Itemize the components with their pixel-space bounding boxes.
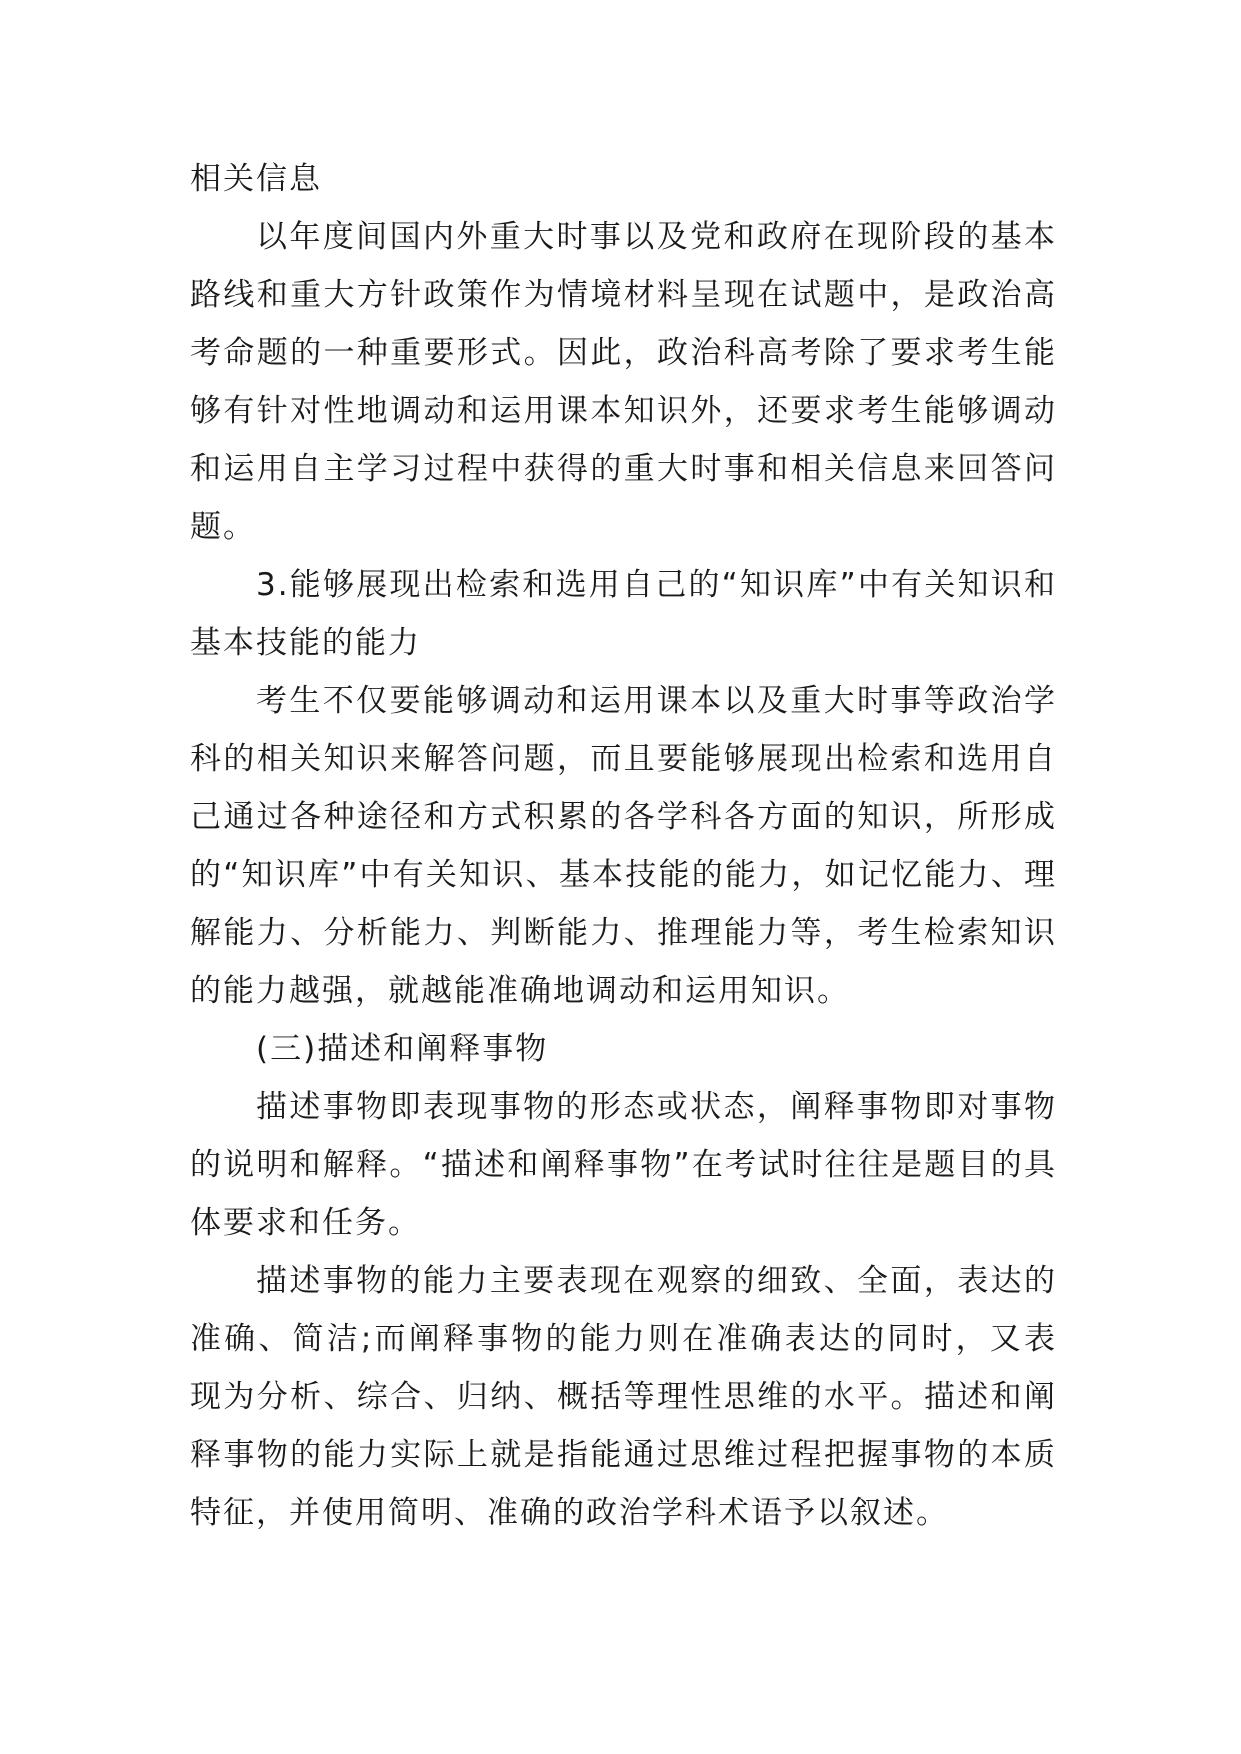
document-body [190, 150, 1057, 1542]
paragraph-continuation: 相关信息 [190, 161, 322, 197]
paragraph: 描述事物即表现事物的形态或状态，阐释事物即对事物的说明和解释。“描述和阐释事物”在考试时往往是题目的具体要求和任务。 [190, 1089, 1057, 1241]
paragraph: 以年度间国内外重大时事以及党和政府在现阶段的基本路线和重大方针政策作为情境材料呈现在试题中，是政治高考命题的一种重要形式。因此，政治科高考除了要求考生能够有针对性地调动和运用课本知识外，还要求考生能够调动和运用自主学习过程中获得的重大时事和相关信息来回答问题。 [190, 219, 1057, 545]
section-heading: (三)描述和阐释事物 [256, 1031, 549, 1067]
paragraph: 考生不仅要能够调动和运用课本以及重大时事等政治学科的相关知识来解答问题，而且要能够展现出检索和选用自己通过各种途径和方式积累的各学科各方面的知识，所形成的“知识库”中有关知识、基本技能的能力，如记忆能力、理解能力、分析能力、判断能力、推理能力等，考生检索知识的能力越强，就越能准确地调动和运用知识。 [190, 683, 1057, 1009]
section-heading: 3.能够展现出检索和选用自己的“知识库”中有关知识和基本技能的能力 [190, 567, 1057, 661]
paragraph: 描述事物的能力主要表现在观察的细致、全面，表达的准确、简洁;而阐释事物的能力则在准确表达的同时，又表现为分析、综合、归纳、概括等理性思维的水平。描述和阐释事物的能力实际上就是指能通过思维过程把握事物的本质特征，并使用简明、准确的政治学科术语予以叙述。 [190, 1263, 1057, 1531]
